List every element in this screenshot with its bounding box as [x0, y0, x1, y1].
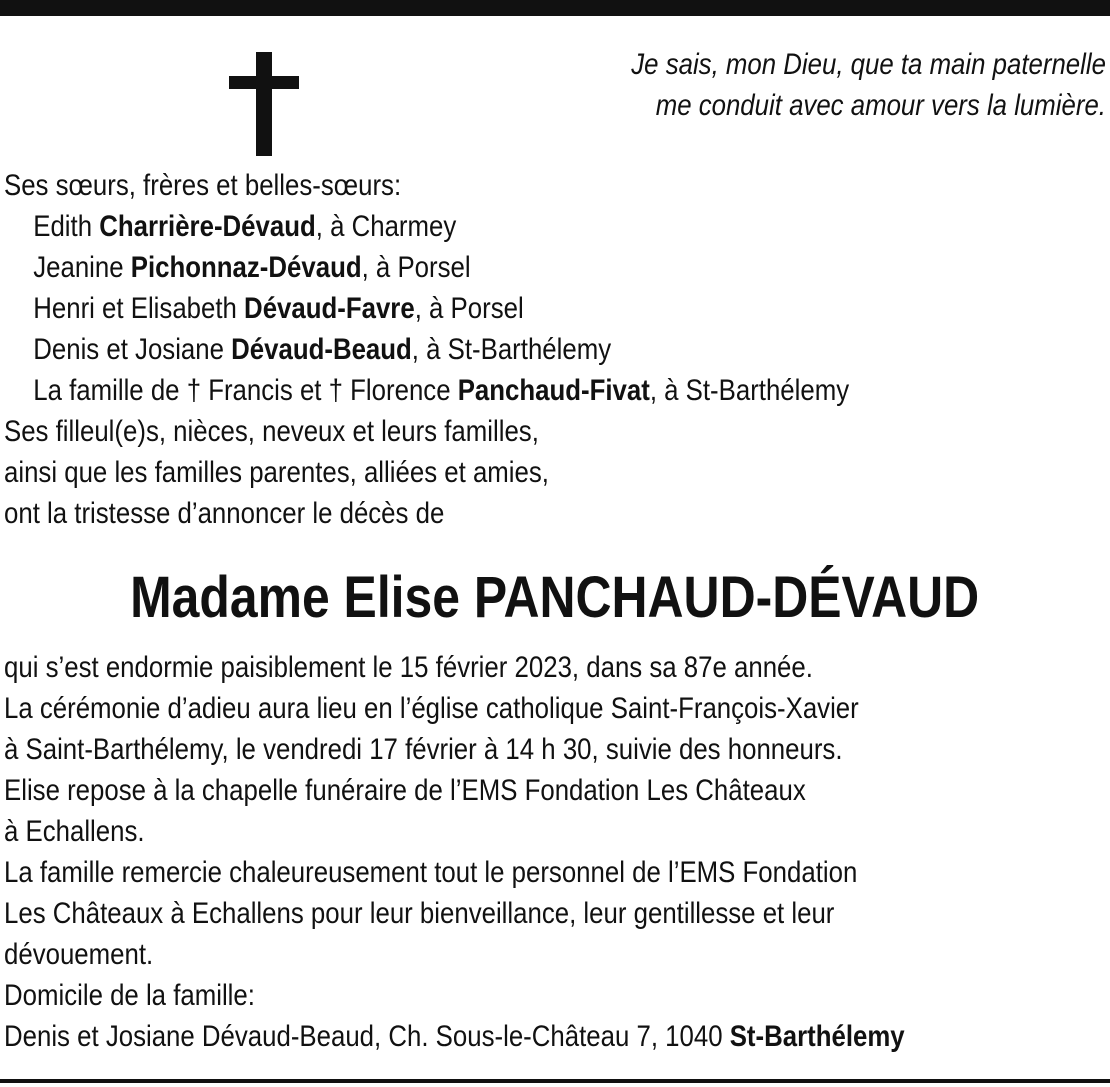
- detail-line: Elise repose à la chapelle funéraire de l’EMS Fondation Les Châteaux: [4, 774, 806, 807]
- family-member-surname: Dévaud-Favre: [244, 292, 415, 325]
- detail-line: La cérémonie d’adieu aura lieu en l’église catholique Saint-François-Xavier: [4, 692, 859, 725]
- verse-line-2: me conduit avec amour vers la lumière.: [655, 89, 1106, 122]
- detail-line: qui s’est endormie paisiblement le 15 février 2023, dans sa 87e année.: [4, 651, 813, 684]
- family-outro-line: ainsi que les familles parentes, alliées et amies,: [4, 456, 549, 489]
- family-member: Denis et Josiane Dévaud-Beaud, à St-Barthélemy: [33, 333, 612, 366]
- family-member: Jeanine Pichonnaz-Dévaud, à Porsel: [33, 251, 471, 284]
- family-member: Henri et Elisabeth Dévaud-Favre, à Porsel: [33, 292, 524, 325]
- detail-line: La famille remercie chaleureusement tout le personnel de l’EMS Fondation: [4, 856, 858, 889]
- notice-details: [4, 647, 905, 1057]
- verse-line-1: Je sais, mon Dieu, que ta main paternelle: [631, 48, 1106, 81]
- cross-icon: [229, 52, 299, 156]
- deceased-name: Madame Elise PANCHAUD-DÉVAUD: [130, 565, 980, 630]
- detail-line: Les Châteaux à Echallens pour leur bienveillance, leur gentillesse et leur: [4, 897, 835, 930]
- verse-quote: [631, 44, 1106, 126]
- family-intro: Ses sœurs, frères et belles-sœurs:: [4, 169, 402, 202]
- detail-line: Domicile de la famille:: [4, 979, 255, 1012]
- family-member-surname: Charrière-Dévaud: [99, 210, 316, 243]
- family-member-surname: Pichonnaz-Dévaud: [130, 251, 362, 284]
- top-rule: [0, 0, 1110, 16]
- family-outro-line: Ses filleul(e)s, nièces, neveux et leurs familles,: [4, 415, 539, 448]
- detail-line: dévouement.: [4, 938, 154, 971]
- family-member-surname: Dévaud-Beaud: [231, 333, 412, 366]
- family-member-surname: Panchaud-Fivat: [457, 374, 650, 407]
- family-member: Edith Charrière-Dévaud, à Charmey: [33, 210, 457, 243]
- bottom-rule: [0, 1079, 1110, 1083]
- detail-line: à Saint-Barthélemy, le vendredi 17 février à 14 h 30, suivie des honneurs.: [4, 733, 843, 766]
- family-address: Denis et Josiane Dévaud-Beaud, Ch. Sous-le-Château 7, 1040 St-Barthélemy: [4, 1020, 905, 1053]
- deceased-name-heading: [0, 562, 1110, 634]
- family-outro-line: ont la tristesse d’annoncer le décès de: [4, 497, 445, 530]
- address-city: St-Barthélemy: [729, 1020, 905, 1053]
- family-list: [4, 165, 849, 534]
- detail-line: à Echallens.: [4, 815, 145, 848]
- family-member: La famille de † Francis et † Florence Panchaud-Fivat, à St-Barthélemy: [33, 374, 850, 407]
